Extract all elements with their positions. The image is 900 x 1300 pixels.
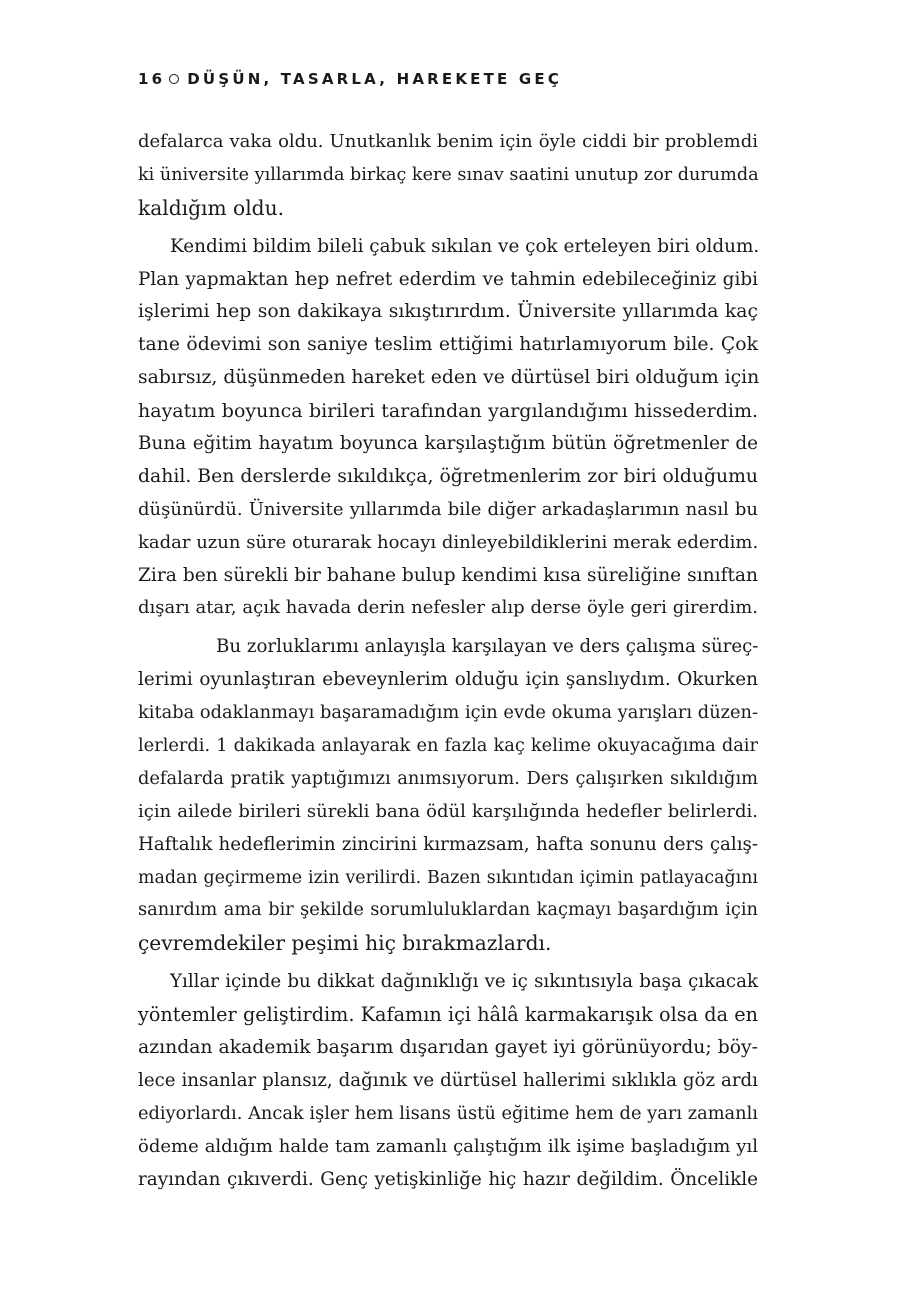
- text-line: Haftalık hedeflerimin zincirini kırmazsam, hafta sonunu ders çalış-: [138, 833, 758, 855]
- text-line: işlerimi hep son dakikaya sıkıştırırdım. Üniversite yıllarımda kaç: [138, 301, 758, 323]
- text-line: ediyorlardı. Ancak işler hem lisans üstü eğitime hem de yarı zamanlı: [138, 1102, 758, 1124]
- text-line: sanırdım ama bir şekilde sorumluluklardan kaçmayı başardığım için: [138, 899, 758, 921]
- text-line: Kendimi bildim bileli çabuk sıkılan ve çok erteleyen biri oldum.: [170, 235, 760, 257]
- circle-separator-icon: [169, 74, 179, 84]
- text-line: yöntemler geliştirdim. Kafamın içi hâlâ karmakarışık olsa da en: [138, 1003, 758, 1027]
- text-line: Buna eğitim hayatım boyunca karşılaştığım bütün öğretmenler de: [138, 433, 758, 455]
- book-title: DÜŞÜN, TASARLA, HAREKETE GEÇ: [187, 70, 563, 88]
- paragraph: [138, 631, 758, 960]
- text-line: lerimi oyunlaştıran ebeveynlerim olduğu için şanslıydım. Okurken: [138, 669, 758, 691]
- text-line: lerlerdi. 1 dakikada anlayarak en fazla kaç kelime okuyacağıma dair: [138, 735, 758, 757]
- text-line: ki üniversite yıllarımda birkaç kere sınav saatini unutup zor durumda: [138, 164, 759, 185]
- text-line: madan geçirmeme izin verilirdi. Bazen sıkıntıdan içimin patlayacağını: [138, 867, 758, 888]
- text-line: tane ödevimi son saniye teslim ettiğimi hatırlamıyorum bile. Çok: [138, 334, 758, 356]
- text-line: rayından çıkıverdi. Genç yetişkinliğe hiç hazır değildim. Öncelikle: [138, 1168, 758, 1190]
- text-line: defalarda pratik yaptığımızı anımsıyorum. Ders çalışırken sıkıldığım: [138, 767, 758, 789]
- text-line: ödeme aldığım halde tam zamanlı çalıştığım ilk işime başladığım yıl: [138, 1135, 758, 1157]
- text-line: çevremdekiler peşimi hiç bırakmazlardı.: [138, 931, 552, 956]
- text-line: kadar uzun süre oturarak hocayı dinleyebildiklerini merak ederdim.: [138, 531, 759, 553]
- text-line: düşünürdü. Üniversite yıllarımda bile diğer arkadaşlarımın nasıl bu: [138, 498, 758, 520]
- paragraph: [138, 126, 758, 225]
- text-line: azından akademik başarım dışarıdan gayet iyi görünüyordu; böy-: [138, 1037, 758, 1059]
- text-line: lece insanlar plansız, dağınık ve dürtüsel hallerimi sıklıkla göz ardı: [138, 1069, 758, 1091]
- text-line: hayatım boyunca birileri tarafından yargılandığımı hissederdim.: [138, 400, 758, 423]
- text-line: dahil. Ben derslerde sıkıldıkça, öğretmenlerim zor biri olduğumu: [138, 465, 758, 487]
- text-line: kitaba odaklanmayı başaramadığım için evde okuma yarışları düzen-: [138, 702, 758, 724]
- paragraph: [138, 231, 758, 626]
- text-line: kaldığım oldu.: [138, 195, 284, 220]
- text-line: sabırsız, düşünmeden hareket eden ve dürtüsel biri olduğum için: [138, 367, 760, 389]
- text-line: Plan yapmaktan hep nefret ederdim ve tahmin edebileceğiniz gibi: [138, 268, 758, 290]
- text-line: Bu zorluklarımı anlayışla karşılayan ve ders çalışma süreç-: [216, 636, 759, 658]
- text-line: için ailede birileri sürekli bana ödül karşılığında hedefler belirlerdi.: [138, 800, 758, 822]
- body-text: [138, 126, 758, 1197]
- paragraph: [138, 966, 758, 1196]
- text-line: defalarca vaka oldu. Unutkanlık benim için öyle ciddi bir problemdi: [138, 131, 758, 152]
- running-head: [138, 70, 562, 88]
- page-number: 16: [138, 70, 166, 88]
- text-line: dışarı atar, açık havada derin nefesler alıp derse öyle geri girerdim.: [138, 597, 758, 619]
- text-line: Yıllar içinde bu dikkat dağınıklığı ve iç sıkıntısıyla başa çıkacak: [170, 971, 758, 993]
- text-line: Zira ben sürekli bir bahane bulup kendimi kısa süreliğine sınıftan: [138, 564, 758, 586]
